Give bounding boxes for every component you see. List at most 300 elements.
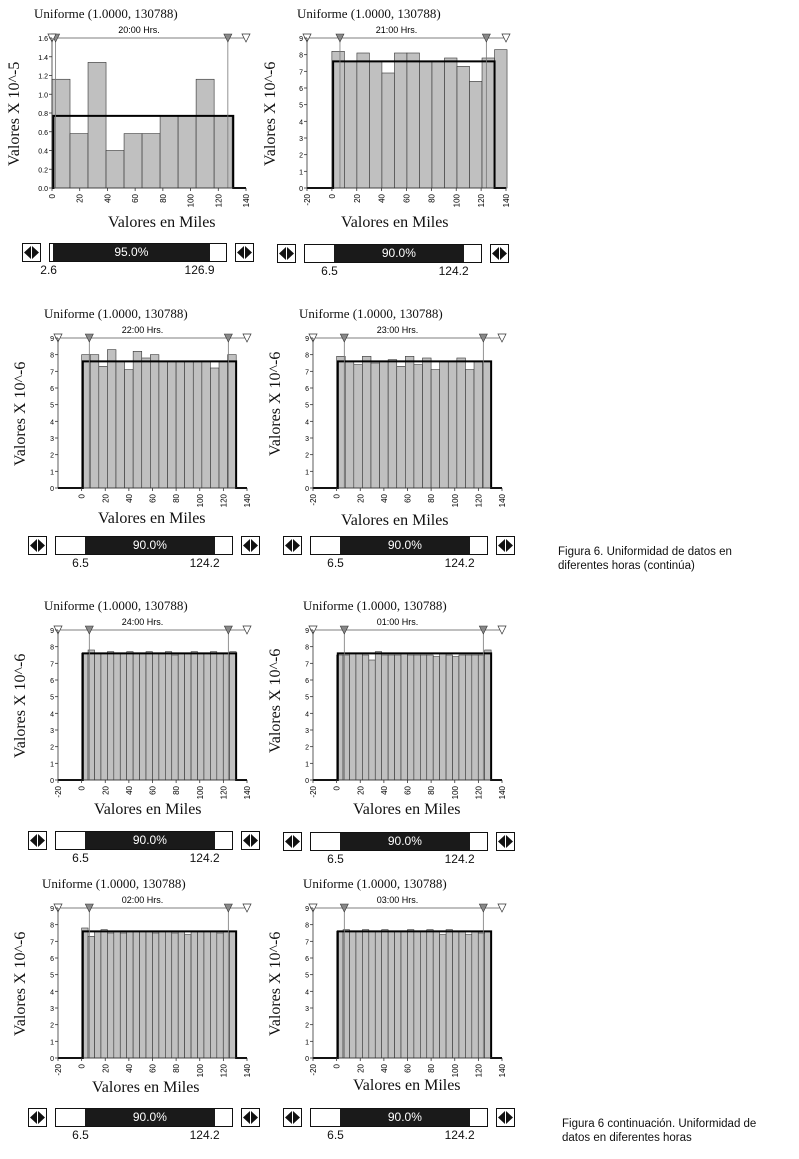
histogram-bar (382, 73, 395, 188)
histogram-bar (380, 361, 389, 488)
arrow-glyph (236, 244, 253, 261)
chart-title: Uniforme (1.0000, 130788) (303, 598, 447, 613)
y-tick-label: 0 (50, 778, 54, 785)
histogram-bar (198, 653, 204, 780)
y-tick-label: 5 (305, 694, 309, 702)
slider-track[interactable] (55, 1108, 233, 1127)
y-tick-label: 3 (50, 1006, 54, 1013)
left-right-arrow-icon[interactable] (22, 243, 41, 262)
chart-subtitle: 22:00 Hrs. (121, 325, 164, 335)
x-tick-label: 120 (477, 194, 487, 208)
x-tick-label: 120 (474, 494, 484, 508)
histogram-bar (120, 933, 126, 1058)
y-tick-label: 2 (50, 452, 54, 460)
histogram-bar (371, 363, 380, 488)
y-tick-label: 3 (50, 728, 54, 735)
histogram-bar (217, 933, 223, 1058)
y-tick-label: 4 (305, 711, 309, 719)
y-tick-label: 5 (305, 402, 309, 410)
chart-plot (28, 612, 263, 812)
slider-fill: 90.0% (340, 1109, 469, 1126)
x-tick-label: 100 (195, 1064, 205, 1078)
histogram-bar (483, 361, 492, 488)
range-slider[interactable] (28, 831, 268, 865)
arrow-glyph (242, 1109, 259, 1126)
histogram-bar (159, 361, 168, 488)
histogram-bar (432, 61, 445, 188)
histogram-bar (178, 931, 184, 1058)
range-slider[interactable] (22, 243, 262, 277)
slider-track[interactable] (55, 536, 233, 555)
slider-left-value: 2.6 (40, 263, 57, 277)
x-tick-label: 120 (474, 786, 484, 800)
y-tick-label: 8 (299, 52, 303, 60)
x-tick-label: 80 (427, 786, 437, 795)
x-tick-label: 60 (148, 1064, 158, 1073)
histogram-bar (446, 930, 452, 1058)
slider-fill: 90.0% (340, 537, 469, 554)
range-slider[interactable] (283, 832, 523, 866)
y-tick-label: 1.2 (38, 73, 48, 81)
range-slider[interactable] (28, 536, 268, 570)
x-axis-label: Valores en Miles (98, 510, 206, 527)
x-tick-label: 140 (498, 1064, 507, 1078)
left-right-arrow-icon[interactable] (28, 536, 47, 555)
left-right-arrow-icon[interactable] (283, 536, 302, 555)
x-tick-label: 140 (243, 494, 252, 508)
histogram-bar (354, 365, 363, 488)
slider-right-value: 124.2 (438, 264, 469, 278)
x-tick-label: -20 (309, 786, 318, 798)
x-tick-label: 80 (427, 1064, 437, 1073)
y-axis-label: Valores X 10^-6 (267, 931, 284, 1036)
x-tick-label: 80 (158, 194, 168, 203)
x-tick-label: 20 (75, 194, 85, 203)
x-tick-label: 140 (498, 786, 507, 800)
x-tick-label: 80 (172, 786, 182, 795)
slider-track[interactable] (304, 244, 482, 263)
y-tick-label: 9 (305, 628, 309, 635)
y-axis-label: Valores X 10^-6 (12, 653, 29, 758)
y-tick-label: 9 (305, 336, 309, 343)
y-tick-label: 9 (305, 906, 309, 913)
chart-title: Uniforme (1.0000, 130788) (297, 6, 441, 21)
histogram-bar (350, 653, 356, 780)
y-tick-label: 0.2 (38, 167, 48, 175)
histogram-bar (369, 931, 375, 1058)
histogram-bar (427, 655, 433, 780)
x-tick-label: 140 (498, 494, 507, 508)
histogram-bar (440, 361, 449, 488)
chart-panel-1 (6, 6, 282, 289)
slider-left-value: 6.5 (72, 556, 89, 570)
y-tick-label: 2 (299, 152, 303, 160)
y-tick-label: 2 (305, 1022, 309, 1030)
x-tick-label: 20 (101, 494, 111, 503)
x-tick-label: 40 (379, 1064, 389, 1073)
slider-fill: 90.0% (85, 1109, 214, 1126)
chart-panel-5 (12, 598, 288, 881)
histogram-bar (401, 931, 407, 1058)
y-tick-label: 9 (299, 36, 303, 43)
histogram-bar (124, 134, 142, 188)
y-tick-label: 5 (50, 402, 54, 410)
histogram-bar (356, 931, 362, 1058)
histogram-bar (388, 655, 394, 780)
histogram-bar (420, 931, 426, 1058)
slider-fill: 90.0% (340, 833, 469, 850)
histogram-bar (219, 361, 228, 488)
y-tick-label: 0.4 (38, 148, 48, 156)
y-tick-label: 0 (50, 486, 54, 493)
slider-right-value: 124.2 (189, 851, 220, 865)
histogram-bar (440, 935, 446, 1058)
y-tick-label: 4 (299, 119, 303, 127)
y-tick-label: 1 (305, 761, 309, 769)
histogram-bar (193, 361, 202, 488)
range-slider[interactable] (277, 244, 517, 278)
histogram-bar (176, 361, 185, 488)
histogram-bar (185, 935, 191, 1058)
x-tick-label: 80 (172, 1064, 182, 1073)
y-tick-label: 4 (50, 989, 54, 997)
left-right-arrow-icon[interactable] (28, 1108, 47, 1127)
y-tick-label: 1 (50, 469, 54, 477)
histogram-bar (165, 931, 171, 1058)
x-tick-label: 0 (77, 494, 87, 499)
x-tick-label: 20 (352, 194, 362, 203)
x-tick-label: 20 (101, 1064, 111, 1073)
slider-track[interactable] (310, 536, 488, 555)
x-tick-label: 100 (195, 494, 205, 508)
y-tick-label: 4 (305, 989, 309, 997)
y-tick-label: 2 (305, 452, 309, 460)
y-tick-label: 5 (305, 972, 309, 980)
chart-plot (283, 612, 518, 812)
histogram-bar (99, 366, 108, 488)
x-tick-label: 0 (332, 1064, 342, 1069)
x-tick-label: 60 (402, 194, 412, 203)
chart-plot (22, 20, 262, 220)
histogram-bar (116, 361, 125, 488)
y-tick-label: 6 (50, 678, 54, 685)
histogram-bar (120, 653, 126, 780)
histogram-bar (362, 655, 368, 780)
slider-left-value: 6.5 (321, 264, 338, 278)
left-right-arrow-icon[interactable] (241, 1108, 260, 1127)
histogram-bar (140, 931, 146, 1058)
range-slider[interactable] (283, 536, 523, 570)
histogram-bar (420, 655, 426, 780)
arrow-glyph (278, 245, 295, 262)
histogram-bar (185, 653, 191, 780)
y-tick-label: 1 (50, 761, 54, 769)
histogram-bar (185, 361, 194, 488)
histogram-bar (202, 361, 211, 488)
left-right-arrow-icon[interactable] (496, 1108, 515, 1127)
y-tick-label: 1.0 (38, 92, 48, 100)
slider-track[interactable] (55, 831, 233, 850)
x-tick-label: 60 (131, 194, 141, 203)
x-tick-label: 0 (332, 786, 342, 791)
y-tick-label: 7 (305, 369, 309, 377)
chart-title: Uniforme (1.0000, 130788) (303, 876, 447, 891)
histogram-bar (401, 653, 407, 780)
x-tick-label: -20 (54, 786, 63, 798)
y-tick-label: 6 (305, 678, 309, 685)
y-tick-label: 9 (50, 336, 54, 343)
histogram-bar (345, 361, 354, 488)
x-tick-label: 80 (427, 194, 437, 203)
arrow-glyph (491, 245, 508, 262)
y-tick-label: 7 (50, 939, 54, 947)
histogram-bar (114, 931, 120, 1058)
histogram-bar (407, 655, 413, 780)
histogram-bar (433, 657, 439, 780)
histogram-bar (457, 358, 466, 488)
y-tick-label: 1 (305, 1039, 309, 1047)
y-tick-label: 1.4 (38, 54, 48, 62)
arrow-glyph (29, 537, 46, 554)
slider-fill: 90.0% (85, 537, 214, 554)
slider-left-value: 6.5 (72, 851, 89, 865)
histogram-bar (382, 930, 388, 1058)
histogram-bar (414, 931, 420, 1058)
y-tick-label: 4 (50, 419, 54, 427)
y-tick-label: 2 (50, 1022, 54, 1030)
histogram-bar (459, 931, 465, 1058)
histogram-bar (433, 931, 439, 1058)
chart-panel-8 (267, 876, 543, 1159)
histogram-bar (423, 358, 432, 488)
histogram-bar (191, 931, 197, 1058)
histogram-bar (150, 355, 159, 488)
histogram-bar (70, 134, 88, 188)
slider-track[interactable] (310, 832, 488, 851)
range-slider[interactable] (28, 1108, 268, 1142)
left-right-arrow-icon[interactable] (283, 832, 302, 851)
histogram-bar (388, 931, 394, 1058)
slider-right-value: 124.2 (189, 556, 220, 570)
x-tick-label: 20 (356, 786, 366, 795)
chart-panel-2 (262, 6, 537, 289)
slider-left-value: 6.5 (327, 1128, 344, 1142)
histogram-bar (465, 655, 471, 780)
x-tick-label: 0 (77, 786, 87, 791)
histogram-bar (395, 655, 401, 780)
y-axis-label: Valores X 10^-6 (267, 351, 284, 456)
histogram-bar (369, 61, 382, 188)
histogram-bar (52, 79, 70, 188)
x-tick-label: 20 (356, 1064, 366, 1073)
chart-subtitle: 02:00 Hrs. (121, 895, 164, 905)
chart-title: Uniforme (1.0000, 130788) (44, 598, 188, 613)
histogram-bar (101, 653, 107, 780)
x-axis-label: Valores en Miles (92, 1079, 200, 1096)
range-slider[interactable] (283, 1108, 523, 1142)
histogram-bar (405, 356, 414, 488)
y-tick-label: 0 (305, 778, 309, 785)
y-axis-label: Valores X 10^-6 (267, 648, 284, 753)
slider-right-value: 124.2 (444, 556, 475, 570)
histogram-bar (114, 653, 120, 780)
left-right-arrow-icon[interactable] (235, 243, 254, 262)
left-right-arrow-icon[interactable] (241, 536, 260, 555)
histogram-bar (472, 655, 478, 780)
y-tick-label: 4 (50, 711, 54, 719)
slider-track[interactable] (49, 243, 227, 262)
histogram-bar (362, 930, 368, 1058)
x-tick-label: 140 (243, 1064, 252, 1078)
histogram-bar (160, 116, 178, 188)
slider-fill: 90.0% (334, 245, 463, 262)
histogram-bar (152, 933, 158, 1058)
x-tick-label: -20 (54, 1064, 63, 1076)
histogram-bar (146, 931, 152, 1058)
x-tick-label: 40 (379, 494, 389, 503)
y-tick-label: 3 (50, 436, 54, 443)
y-axis-label: Valores X 10^-6 (12, 361, 29, 466)
y-tick-label: 9 (50, 628, 54, 635)
chart-plot (28, 890, 263, 1090)
figure-caption: Figura 6. Uniformidad de datos en diferentes horas (continúa) (558, 546, 732, 572)
x-tick-label: -20 (309, 1064, 318, 1076)
histogram-bar (397, 366, 406, 488)
chart-panel-4 (267, 306, 543, 589)
left-right-arrow-icon[interactable] (490, 244, 509, 263)
y-tick-label: 0 (305, 486, 309, 493)
chart-subtitle: 23:00 Hrs. (376, 325, 419, 335)
histogram-bar (159, 653, 165, 780)
histogram-bar (95, 931, 101, 1058)
histogram-bar (228, 355, 237, 488)
slider-right-value: 124.2 (444, 852, 475, 866)
x-tick-label: 20 (356, 494, 366, 503)
histogram-bar (472, 931, 478, 1058)
x-tick-label: 0 (48, 194, 57, 199)
histogram-bar (127, 652, 133, 780)
chart-subtitle: 01:00 Hrs. (376, 617, 419, 627)
x-tick-label: 40 (377, 194, 387, 203)
x-tick-label: 140 (242, 194, 251, 208)
histogram-bar (140, 653, 146, 780)
slider-left-value: 6.5 (72, 1128, 89, 1142)
arrow-glyph (242, 832, 259, 849)
arrow-glyph (29, 1109, 46, 1126)
histogram-bar (210, 368, 219, 488)
x-tick-label: 100 (195, 786, 205, 800)
slider-fill: 95.0% (53, 244, 209, 261)
histogram-bar (482, 58, 495, 188)
y-tick-label: 9 (50, 906, 54, 913)
left-right-arrow-icon[interactable] (28, 831, 47, 850)
slider-track[interactable] (310, 1108, 488, 1127)
histogram-bar (142, 134, 160, 188)
x-tick-label: 100 (450, 1064, 460, 1078)
x-tick-label: 40 (103, 194, 113, 203)
y-tick-label: 6 (305, 956, 309, 963)
y-tick-label: 8 (50, 922, 54, 930)
left-right-arrow-icon[interactable] (277, 244, 296, 263)
histogram-bar (142, 358, 151, 488)
histogram-bar (414, 365, 423, 488)
y-tick-label: 3 (299, 136, 303, 143)
histogram-bar (427, 930, 433, 1058)
left-right-arrow-icon[interactable] (241, 831, 260, 850)
x-axis-label: Valores en Miles (353, 801, 461, 818)
x-tick-label: 120 (474, 1064, 484, 1078)
y-tick-label: 3 (305, 1006, 309, 1013)
x-tick-label: 100 (450, 494, 460, 508)
histogram-bar (90, 355, 99, 488)
x-tick-label: 80 (427, 494, 437, 503)
y-tick-label: 7 (305, 661, 309, 669)
x-axis-label: Valores en Miles (341, 214, 449, 231)
histogram-bar (133, 351, 142, 488)
chart-title: Uniforme (1.0000, 130788) (42, 876, 186, 891)
histogram-bar (95, 653, 101, 780)
y-tick-label: 6 (50, 386, 54, 393)
histogram-bar (172, 655, 178, 780)
y-tick-label: 5 (50, 972, 54, 980)
x-tick-label: 140 (243, 786, 252, 800)
y-tick-label: 8 (50, 352, 54, 360)
x-tick-label: 120 (219, 494, 229, 508)
x-tick-label: 0 (327, 194, 337, 199)
histogram-bar (344, 61, 357, 188)
histogram-bar (101, 930, 107, 1058)
histogram-bar (470, 81, 483, 188)
x-axis-label: Valores en Miles (353, 1077, 461, 1094)
x-tick-label: 0 (332, 494, 342, 499)
y-tick-label: 8 (305, 644, 309, 652)
x-axis-label: Valores en Miles (341, 512, 449, 529)
y-tick-label: 8 (50, 644, 54, 652)
left-right-arrow-icon[interactable] (496, 832, 515, 851)
histogram-bar (127, 931, 133, 1058)
histogram-bar (465, 370, 474, 488)
histogram-bar (407, 930, 413, 1058)
x-axis-label: Valores en Miles (94, 801, 202, 818)
histogram-bar (88, 62, 106, 188)
x-tick-label: 60 (403, 494, 413, 503)
x-tick-label: 40 (124, 494, 134, 503)
histogram-bar (146, 652, 152, 780)
histogram-bar (395, 931, 401, 1058)
x-tick-label: 120 (219, 786, 229, 800)
x-tick-label: 20 (101, 786, 111, 795)
histogram-bar (204, 931, 210, 1058)
x-tick-label: 100 (452, 194, 462, 208)
slider-left-value: 6.5 (327, 852, 344, 866)
histogram-bar (133, 653, 139, 780)
left-right-arrow-icon[interactable] (496, 536, 515, 555)
histogram-bar (172, 933, 178, 1058)
y-tick-label: 1 (305, 469, 309, 477)
y-axis-label: Valores X 10^-6 (262, 61, 279, 166)
chart-subtitle: 24:00 Hrs. (121, 617, 164, 627)
chart-panel-6 (267, 598, 543, 881)
left-right-arrow-icon[interactable] (283, 1108, 302, 1127)
x-tick-label: 60 (403, 786, 413, 795)
y-tick-label: 5 (50, 694, 54, 702)
slider-fill: 90.0% (85, 832, 214, 849)
y-tick-label: 7 (50, 369, 54, 377)
histogram-bar (382, 655, 388, 780)
chart-title: Uniforme (1.0000, 130788) (34, 6, 178, 21)
y-tick-label: 8 (305, 352, 309, 360)
histogram-bar (465, 935, 471, 1058)
